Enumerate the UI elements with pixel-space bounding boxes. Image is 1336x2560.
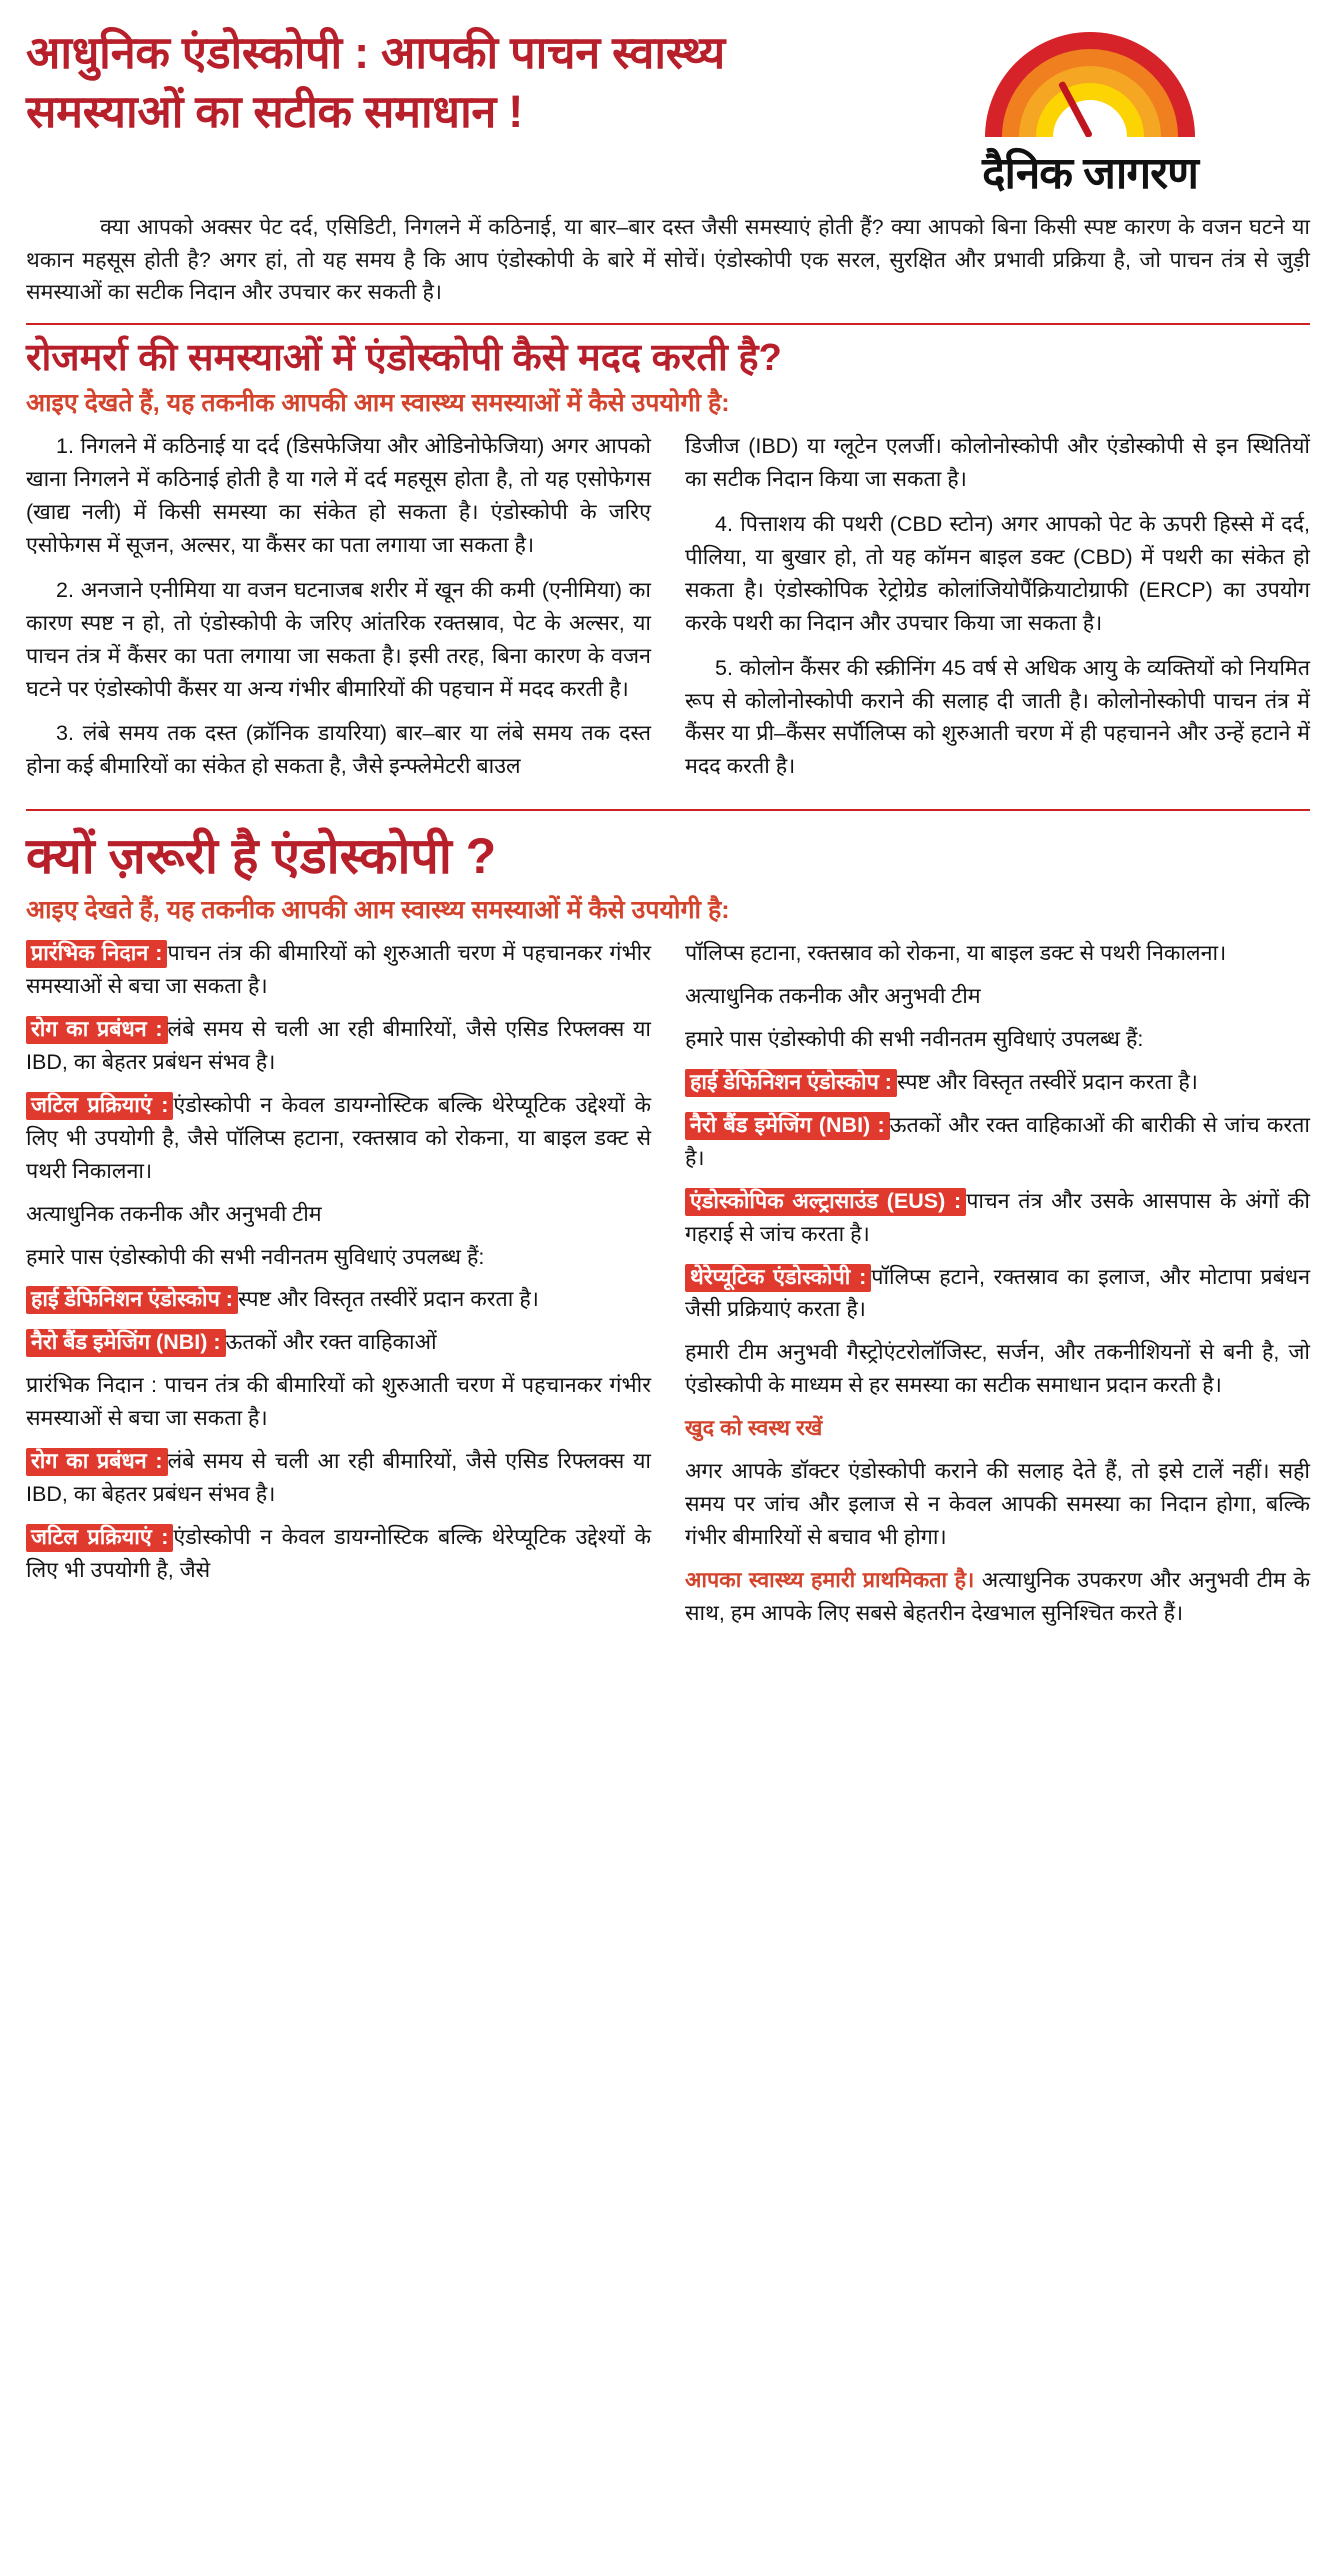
feature-text: पाचन तंत्र और उसके आसपास के अंगों की गहराई से जांच करता है। bbox=[685, 1188, 1310, 1246]
feature-block bbox=[685, 1261, 1310, 1327]
intro-paragraph bbox=[26, 211, 1310, 309]
feature-text: प्रारंभिक निदान : पाचन तंत्र की बीमारियों को शुरुआती चरण में पहचानकर गंभीर समस्याओं से बचा जा सकता है। bbox=[26, 1373, 651, 1431]
feature-text: एंडोस्कोपी न केवल डायग्नोस्टिक बल्कि थेरेप्यूटिक उद्देश्यों के लिए भी उपयोगी है, जैसे bbox=[26, 1524, 651, 1582]
feature-block bbox=[685, 1185, 1310, 1251]
feature-text: हमारी टीम अनुभवी गैस्ट्रोएंटरोलॉजिस्ट, सर्जन, और तकनीशियनों से बनी है, जो एंडोस्कोपी के माध्यम से हर समस्या का सटीक समाधान प्रदान करती है। bbox=[685, 1340, 1310, 1398]
paragraph bbox=[685, 508, 1310, 640]
section1-right-column bbox=[685, 430, 1310, 795]
feature-block bbox=[26, 937, 651, 1003]
feature-label: एंडोस्कोपिक अल्ट्रासाउंड (EUS) : bbox=[685, 1188, 966, 1216]
feature-block bbox=[26, 1283, 651, 1316]
feature-block bbox=[685, 1336, 1310, 1402]
divider bbox=[26, 323, 1310, 325]
feature-block bbox=[26, 1521, 651, 1587]
feature-block bbox=[685, 980, 1310, 1013]
paragraph-text: 5. कोलोन कैंसर की स्क्रीनिंग 45 वर्ष से अधिक आयु के व्यक्तियों को नियमित रूप से कोलोनोस्कोपी कराने की सलाह दी जाती है। कोलोनोस्कोपी पाचन तंत्र में कैंसर या प्री–कैंसर सर्पाॅलिप्स को शुरुआती चरण में ही पहचानने और उन्हें हटाने में मदद करती है। bbox=[685, 655, 1310, 779]
feature-block bbox=[685, 937, 1310, 970]
section1-left-column bbox=[26, 430, 651, 795]
feature-label: हाई डेफिनिशन एंडोस्कोप : bbox=[685, 1069, 897, 1097]
page-header bbox=[26, 22, 1310, 201]
feature-label: नैरो बैंड इमेजिंग (NBI) : bbox=[685, 1112, 890, 1140]
section1-subtitle: आइए देखते हैं, यह तकनीक आपकी आम स्वास्थ्य समस्याओं में कैसे उपयोगी है: bbox=[26, 388, 730, 417]
intro-text: क्या आपको अक्सर पेट दर्द, एसिडिटी, निगलने में कठिनाई, या बार–बार दस्त जैसी समस्याएं होती हैं? क्या आपको बिना किसी स्पष्ट कारण के वजन घटने या थकान महसूस होती है? अगर हां, तो यह समय है कि आप एंडोस्कोपी के बारे में सोचें। एंडोस्कोपी एक सरल, सुरक्षित और प्रभावी प्रक्रिया है, जो पाचन तंत्र से जुड़ी समस्याओं का सटीक निदान और उपचार कर सकती है। bbox=[26, 215, 1310, 305]
feature-block bbox=[685, 1109, 1310, 1175]
feature-block bbox=[26, 1013, 651, 1079]
paragraph-text: 3. लंबे समय तक दस्त (क्रॉनिक डायरिया) बार–बार या लंबे समय तक दस्त होना कई बीमारियों का संकेत हो सकता है, जैसे इन्फ्लेमेटरी बाउल bbox=[26, 721, 651, 779]
paragraph bbox=[26, 430, 651, 562]
feature-text: ऊतकों और रक्त वाहिकाओं की बारीकी से जांच करता है। bbox=[685, 1112, 1310, 1170]
feature-label: हाई डेफिनिशन एंडोस्कोप : bbox=[26, 1286, 238, 1314]
page-title: आधुनिक एंडोस्कोपी : आपकी पाचन स्वास्थ्य समस्याओं का सटीक समाधान ! bbox=[26, 27, 725, 137]
feature-block bbox=[26, 1445, 651, 1511]
section2-subtitle: आइए देखते हैं, यह तकनीक आपकी आम स्वास्थ्य समस्याओं में कैसे उपयोगी है: bbox=[26, 895, 730, 924]
section2-title: क्यों ज़रूरी है एंडोस्कोपी ? bbox=[26, 828, 497, 885]
feature-block bbox=[685, 1023, 1310, 1056]
section2-left-column bbox=[26, 937, 651, 1596]
feature-label: थेरेप्यूटिक एंडोस्कोपी : bbox=[685, 1264, 871, 1292]
section2-right-column bbox=[685, 937, 1310, 1639]
paragraph bbox=[26, 574, 651, 706]
feature-block bbox=[26, 1369, 651, 1435]
paragraph-text: 1. निगलने में कठिनाई या दर्द (डिसफेजिया और ओडिनोफेजिया) अगर आपको खाना निगलने में कठिनाई होती है या गले में दर्द महसूस होता है, तो यह एसोफेगस (खाद्य नली) में किसी समस्या का संकेत हो सकता है। एंडोस्कोपी के जरिए एसोफेगस में सूजन, अल्सर, या कैंसर का पता लगाया जा सकता है। bbox=[26, 434, 651, 557]
feature-label: रोग का प्रबंधन : bbox=[26, 1016, 168, 1044]
feature-text: पाचन तंत्र की बीमारियों को शुरुआती चरण में पहचानकर गंभीर समस्याओं से बचा जा सकता है। bbox=[26, 941, 651, 999]
brand-name: दैनिक जागरण bbox=[982, 149, 1198, 198]
feature-label: जटिल प्रक्रियाएं : bbox=[26, 1092, 173, 1120]
feature-text: पॉलिप्स हटाना, रक्तस्राव को रोकना, या बाइल डक्ट से पथरी निकालना। bbox=[685, 941, 1227, 966]
tagline-rest: अत्याधुनिक उपकरण और अनुभवी टीम के साथ, हम आपके लिए सबसे बेहतरीन देखभाल सुनिश्चित करते हैं। bbox=[685, 1567, 1310, 1625]
feature-text: अत्याधुनिक तकनीक और अनुभवी टीम bbox=[685, 984, 981, 1009]
feature-label: जटिल प्रक्रियाएं : bbox=[26, 1524, 173, 1552]
feature-text: हमारे पास एंडोस्कोपी की सभी नवीनतम सुविधाएं उपलब्ध हैं: bbox=[685, 1027, 1144, 1052]
feature-block bbox=[26, 1241, 651, 1274]
feature-text: अत्याधुनिक तकनीक और अनुभवी टीम bbox=[26, 1201, 322, 1226]
feature-text: लंबे समय से चली आ रही बीमारियों, जैसे एसिड रिफ्लक्स या IBD, का बेहतर प्रबंधन संभव है। bbox=[26, 1017, 652, 1075]
closing-text: अगर आपके डॉक्टर एंडोस्कोपी कराने की सलाह देते हैं, तो इसे टालें नहीं। सही समय पर जांच और इलाज से न केवल आपकी समस्या का निदान होगा, बल्कि गंभीर बीमारियों से बचाव भी होगा। bbox=[685, 1459, 1310, 1549]
paragraph-text: 4. पित्ताशय की पथरी (CBD स्टोन) अगर आपको पेट के ऊपरी हिस्से में दर्द, पीलिया, या बुखार हो, तो यह कॉमन बाइल डक्ट (CBD) में पथरी का संकेत हो सकता है। एंडोस्कोपिक रेट्रोग्रेड कोलांजियोपैंक्रियाटोग्राफी (ERCP) का उपयोग करके पथरी का निदान और उपचार किया जा सकता है। bbox=[685, 512, 1310, 635]
feature-block bbox=[26, 1089, 651, 1188]
feature-text: हमारे पास एंडोस्कोपी की सभी नवीनतम सुविधाएं उपलब्ध हैं: bbox=[26, 1244, 485, 1269]
gauge-arc-icon bbox=[985, 32, 1195, 137]
section2-columns bbox=[26, 937, 1310, 1639]
feature-label: नैरो बैंड इमेजिंग (NBI) : bbox=[26, 1329, 226, 1357]
divider bbox=[26, 809, 1310, 811]
paragraph bbox=[685, 430, 1310, 496]
feature-label: रोग का प्रबंधन : bbox=[26, 1448, 168, 1476]
paragraph bbox=[26, 717, 651, 783]
paragraph-text: डिजीज (IBD) या ग्लूटेन एलर्जी। कोलोनोस्कोपी और एंडोस्कोपी से इन स्थितियों का सटीक निदान किया जा सकता है। bbox=[685, 434, 1310, 492]
feature-text: स्पष्ट और विस्तृत तस्वीरें प्रदान करता है। bbox=[237, 1287, 539, 1312]
feature-text: ऊतकों और रक्त वाहिकाओं bbox=[225, 1330, 437, 1355]
publisher-brand bbox=[870, 22, 1310, 201]
paragraph-text: 2. अनजाने एनीमिया या वजन घटनाजब शरीर में खून की कमी (एनीमिया) का कारण स्पष्ट न हो, तो एंडोस्कोपी के जरिए आंतरिक रक्तस्राव, पेट के अल्सर, या पाचन तंत्र में कैंसर का पता लगाया जा सकता है। इसी तरह, बिना कारण के वजन घटने पर एंडोस्कोपी कैंसर या अन्य गंभीर बीमारियों की पहचान में मदद करती है। bbox=[26, 577, 651, 701]
section1-columns bbox=[26, 430, 1310, 795]
feature-text: एंडोस्कोपी न केवल डायग्नोस्टिक बल्कि थेरेप्यूटिक उद्देश्यों के लिए भी उपयोगी है, जैसे पॉलिप्स हटाना, रक्तस्राव को रोकना, या बाइल डक्ट से पथरी निकालना। bbox=[26, 1092, 651, 1183]
closing-heading: खुद को स्वस्थ रखें bbox=[685, 1416, 823, 1441]
closing-tagline bbox=[685, 1564, 1310, 1630]
paragraph bbox=[685, 652, 1310, 784]
feature-block bbox=[26, 1326, 651, 1359]
feature-text: स्पष्ट और विस्तृत तस्वीरें प्रदान करता है। bbox=[896, 1070, 1198, 1095]
feature-block bbox=[685, 1066, 1310, 1099]
feature-text: लंबे समय से चली आ रही बीमारियों, जैसे एसिड रिफ्लक्स या IBD, का बेहतर प्रबंधन संभव है। bbox=[26, 1449, 652, 1506]
tagline-highlight: आपका स्वास्थ्य हमारी प्राथमिकता है। bbox=[685, 1567, 975, 1592]
feature-label: प्रारंभिक निदान : bbox=[26, 940, 167, 968]
feature-text: पॉलिप्स हटाने, रक्तस्राव का इलाज, और मोटापा प्रबंधन जैसी प्रक्रियाएं करता है। bbox=[685, 1264, 1311, 1322]
section1-title: रोजमर्रा की समस्याओं में एंडोस्कोपी कैसे मदद करती है? bbox=[26, 337, 782, 380]
feature-block bbox=[26, 1198, 651, 1231]
